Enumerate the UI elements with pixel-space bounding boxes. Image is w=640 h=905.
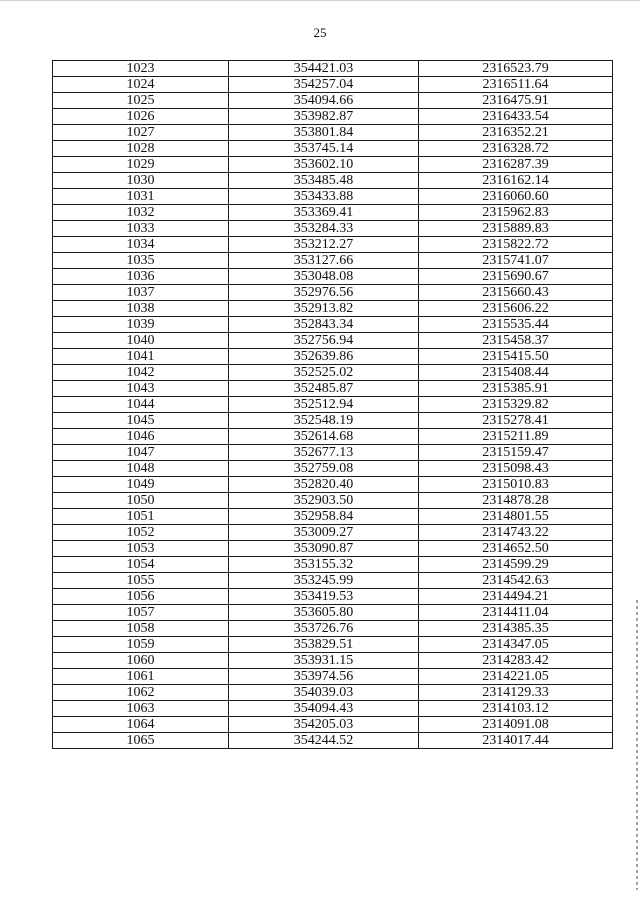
y-coordinate-cell: 2315962.83: [419, 205, 613, 221]
table-row: [53, 141, 613, 157]
point-number-cell: 1057: [53, 605, 229, 621]
top-rule: [0, 0, 640, 1]
x-coordinate-cell: 352525.02: [229, 365, 419, 381]
point-number-cell: 1024: [53, 77, 229, 93]
table-row: [53, 221, 613, 237]
point-number-cell: 1048: [53, 461, 229, 477]
point-number-cell: 1035: [53, 253, 229, 269]
table-row: [53, 589, 613, 605]
x-coordinate-cell: 353745.14: [229, 141, 419, 157]
point-number-cell: 1059: [53, 637, 229, 653]
table-row: [53, 253, 613, 269]
y-coordinate-cell: 2314494.21: [419, 589, 613, 605]
point-number-cell: 1061: [53, 669, 229, 685]
table-row: [53, 461, 613, 477]
x-coordinate-cell: 353931.15: [229, 653, 419, 669]
x-coordinate-cell: 353602.10: [229, 157, 419, 173]
scan-edge-mark: [636, 600, 638, 890]
coordinates-table-body: [53, 61, 613, 749]
table-row: [53, 733, 613, 749]
table-row: [53, 61, 613, 77]
point-number-cell: 1050: [53, 493, 229, 509]
x-coordinate-cell: 352756.94: [229, 333, 419, 349]
table-row: [53, 557, 613, 573]
table-row: [53, 445, 613, 461]
y-coordinate-cell: 2316523.79: [419, 61, 613, 77]
y-coordinate-cell: 2315278.41: [419, 413, 613, 429]
y-coordinate-cell: 2314347.05: [419, 637, 613, 653]
point-number-cell: 1027: [53, 125, 229, 141]
table-row: [53, 77, 613, 93]
y-coordinate-cell: 2316475.91: [419, 93, 613, 109]
y-coordinate-cell: 2314017.44: [419, 733, 613, 749]
x-coordinate-cell: 352820.40: [229, 477, 419, 493]
table-row: [53, 605, 613, 621]
table-row: [53, 429, 613, 445]
y-coordinate-cell: 2316060.60: [419, 189, 613, 205]
y-coordinate-cell: 2316352.21: [419, 125, 613, 141]
point-number-cell: 1034: [53, 237, 229, 253]
x-coordinate-cell: 354421.03: [229, 61, 419, 77]
table-row: [53, 669, 613, 685]
point-number-cell: 1060: [53, 653, 229, 669]
x-coordinate-cell: 352913.82: [229, 301, 419, 317]
x-coordinate-cell: 352677.13: [229, 445, 419, 461]
x-coordinate-cell: 354039.03: [229, 685, 419, 701]
y-coordinate-cell: 2315098.43: [419, 461, 613, 477]
x-coordinate-cell: 353048.08: [229, 269, 419, 285]
y-coordinate-cell: 2315329.82: [419, 397, 613, 413]
x-coordinate-cell: 352903.50: [229, 493, 419, 509]
point-number-cell: 1032: [53, 205, 229, 221]
y-coordinate-cell: 2316162.14: [419, 173, 613, 189]
x-coordinate-cell: 352639.86: [229, 349, 419, 365]
x-coordinate-cell: 353605.80: [229, 605, 419, 621]
y-coordinate-cell: 2316433.54: [419, 109, 613, 125]
x-coordinate-cell: 352512.94: [229, 397, 419, 413]
x-coordinate-cell: 353009.27: [229, 525, 419, 541]
y-coordinate-cell: 2315385.91: [419, 381, 613, 397]
x-coordinate-cell: 353433.88: [229, 189, 419, 205]
point-number-cell: 1043: [53, 381, 229, 397]
point-number-cell: 1036: [53, 269, 229, 285]
point-number-cell: 1045: [53, 413, 229, 429]
point-number-cell: 1058: [53, 621, 229, 637]
table-row: [53, 93, 613, 109]
x-coordinate-cell: 354205.03: [229, 717, 419, 733]
x-coordinate-cell: 354094.66: [229, 93, 419, 109]
y-coordinate-cell: 2315535.44: [419, 317, 613, 333]
x-coordinate-cell: 353485.48: [229, 173, 419, 189]
point-number-cell: 1037: [53, 285, 229, 301]
point-number-cell: 1030: [53, 173, 229, 189]
y-coordinate-cell: 2315889.83: [419, 221, 613, 237]
y-coordinate-cell: 2315010.83: [419, 477, 613, 493]
point-number-cell: 1056: [53, 589, 229, 605]
y-coordinate-cell: 2316511.64: [419, 77, 613, 93]
x-coordinate-cell: 354244.52: [229, 733, 419, 749]
table-row: [53, 637, 613, 653]
table-row: [53, 173, 613, 189]
table-row: [53, 621, 613, 637]
table-row: [53, 125, 613, 141]
point-number-cell: 1062: [53, 685, 229, 701]
y-coordinate-cell: 2314411.04: [419, 605, 613, 621]
y-coordinate-cell: 2314129.33: [419, 685, 613, 701]
y-coordinate-cell: 2315660.43: [419, 285, 613, 301]
x-coordinate-cell: 352548.19: [229, 413, 419, 429]
point-number-cell: 1039: [53, 317, 229, 333]
x-coordinate-cell: 353155.32: [229, 557, 419, 573]
point-number-cell: 1047: [53, 445, 229, 461]
y-coordinate-cell: 2314878.28: [419, 493, 613, 509]
point-number-cell: 1051: [53, 509, 229, 525]
table-row: [53, 573, 613, 589]
coordinates-table: [52, 60, 613, 749]
table-row: [53, 477, 613, 493]
x-coordinate-cell: 353090.87: [229, 541, 419, 557]
table-row: [53, 493, 613, 509]
page-number: 25: [313, 25, 327, 40]
y-coordinate-cell: 2314542.63: [419, 573, 613, 589]
point-number-cell: 1044: [53, 397, 229, 413]
y-coordinate-cell: 2314652.50: [419, 541, 613, 557]
point-number-cell: 1028: [53, 141, 229, 157]
table-row: [53, 317, 613, 333]
x-coordinate-cell: 353212.27: [229, 237, 419, 253]
table-row: [53, 397, 613, 413]
y-coordinate-cell: 2314801.55: [419, 509, 613, 525]
point-number-cell: 1025: [53, 93, 229, 109]
table-row: [53, 717, 613, 733]
point-number-cell: 1031: [53, 189, 229, 205]
point-number-cell: 1026: [53, 109, 229, 125]
table-row: [53, 301, 613, 317]
x-coordinate-cell: 353245.99: [229, 573, 419, 589]
point-number-cell: 1053: [53, 541, 229, 557]
point-number-cell: 1065: [53, 733, 229, 749]
table-row: [53, 205, 613, 221]
x-coordinate-cell: 352485.87: [229, 381, 419, 397]
y-coordinate-cell: 2316287.39: [419, 157, 613, 173]
y-coordinate-cell: 2314103.12: [419, 701, 613, 717]
x-coordinate-cell: 353726.76: [229, 621, 419, 637]
table-row: [53, 525, 613, 541]
table-row: [53, 285, 613, 301]
y-coordinate-cell: 2315415.50: [419, 349, 613, 365]
point-number-cell: 1041: [53, 349, 229, 365]
point-number-cell: 1029: [53, 157, 229, 173]
x-coordinate-cell: 352843.34: [229, 317, 419, 333]
table-row: [53, 109, 613, 125]
table-row: [53, 269, 613, 285]
table-row: [53, 381, 613, 397]
y-coordinate-cell: 2315741.07: [419, 253, 613, 269]
point-number-cell: 1063: [53, 701, 229, 717]
point-number-cell: 1049: [53, 477, 229, 493]
point-number-cell: 1040: [53, 333, 229, 349]
y-coordinate-cell: 2315606.22: [419, 301, 613, 317]
table-row: [53, 413, 613, 429]
table-row: [53, 189, 613, 205]
point-number-cell: 1055: [53, 573, 229, 589]
y-coordinate-cell: 2316328.72: [419, 141, 613, 157]
y-coordinate-cell: 2315408.44: [419, 365, 613, 381]
point-number-cell: 1046: [53, 429, 229, 445]
x-coordinate-cell: 354257.04: [229, 77, 419, 93]
point-number-cell: 1064: [53, 717, 229, 733]
table-row: [53, 685, 613, 701]
table-row: [53, 701, 613, 717]
point-number-cell: 1038: [53, 301, 229, 317]
point-number-cell: 1033: [53, 221, 229, 237]
table-row: [53, 333, 613, 349]
table-row: [53, 157, 613, 173]
x-coordinate-cell: 352759.08: [229, 461, 419, 477]
point-number-cell: 1054: [53, 557, 229, 573]
x-coordinate-cell: 353974.56: [229, 669, 419, 685]
point-number-cell: 1052: [53, 525, 229, 541]
x-coordinate-cell: 353284.33: [229, 221, 419, 237]
x-coordinate-cell: 352976.56: [229, 285, 419, 301]
y-coordinate-cell: 2314385.35: [419, 621, 613, 637]
x-coordinate-cell: 353419.53: [229, 589, 419, 605]
x-coordinate-cell: 353829.51: [229, 637, 419, 653]
y-coordinate-cell: 2315211.89: [419, 429, 613, 445]
x-coordinate-cell: 353982.87: [229, 109, 419, 125]
table-row: [53, 237, 613, 253]
table-row: [53, 653, 613, 669]
y-coordinate-cell: 2314091.08: [419, 717, 613, 733]
y-coordinate-cell: 2314599.29: [419, 557, 613, 573]
point-number-cell: 1023: [53, 61, 229, 77]
y-coordinate-cell: 2315159.47: [419, 445, 613, 461]
x-coordinate-cell: 354094.43: [229, 701, 419, 717]
y-coordinate-cell: 2314283.42: [419, 653, 613, 669]
table-row: [53, 349, 613, 365]
y-coordinate-cell: 2314221.05: [419, 669, 613, 685]
x-coordinate-cell: 353801.84: [229, 125, 419, 141]
table-row: [53, 541, 613, 557]
x-coordinate-cell: 352614.68: [229, 429, 419, 445]
y-coordinate-cell: 2315690.67: [419, 269, 613, 285]
point-number-cell: 1042: [53, 365, 229, 381]
x-coordinate-cell: 353369.41: [229, 205, 419, 221]
y-coordinate-cell: 2314743.22: [419, 525, 613, 541]
table-row: [53, 365, 613, 381]
y-coordinate-cell: 2315822.72: [419, 237, 613, 253]
y-coordinate-cell: 2315458.37: [419, 333, 613, 349]
x-coordinate-cell: 352958.84: [229, 509, 419, 525]
table-row: [53, 509, 613, 525]
x-coordinate-cell: 353127.66: [229, 253, 419, 269]
